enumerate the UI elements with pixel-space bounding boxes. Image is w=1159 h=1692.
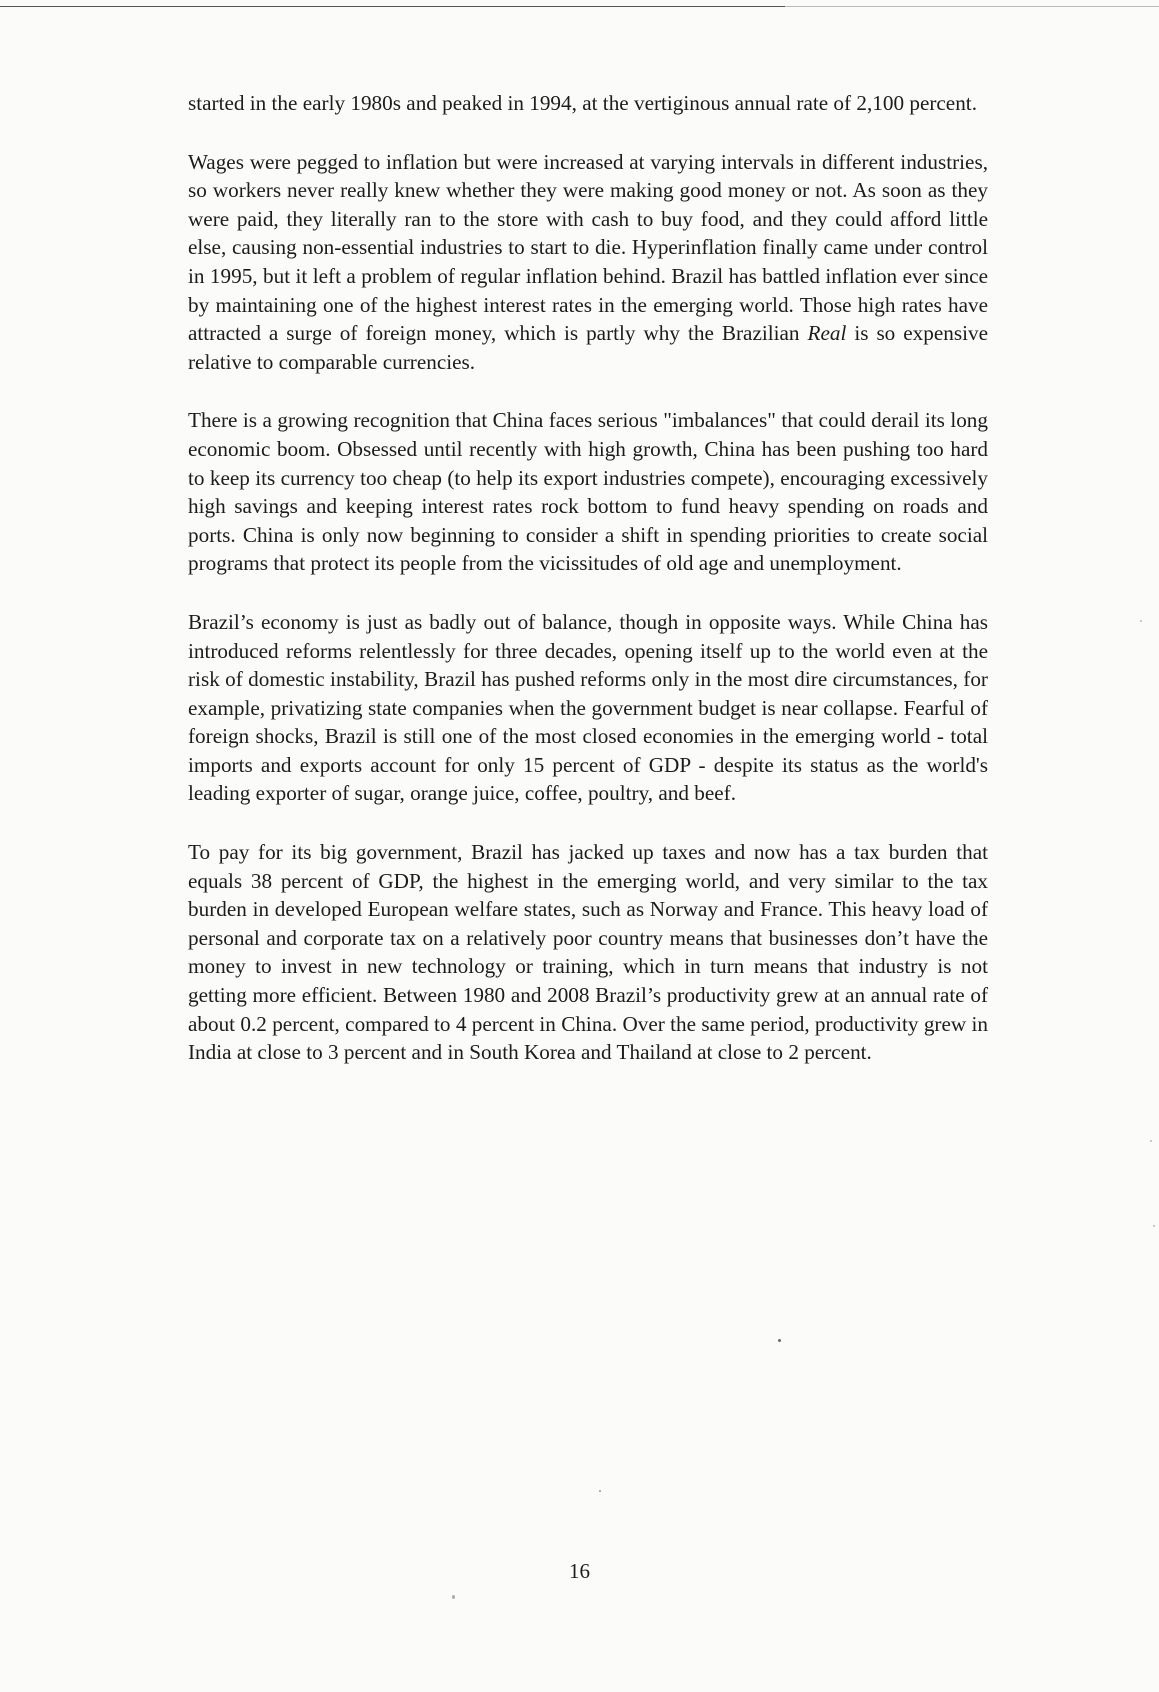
scan-speck [778,1339,781,1342]
paragraph-text: Wages were pegged to inflation but were increased at varying intervals in different industries, so workers never really knew whether they were making good money or not. As soon as they were paid, they literally ran to the store with cash to buy food, and they could afford little else, causing non-essential industries to start to die. Hyperinflation finally came under control in 1995, but it left a problem of regular inflation behind. Brazil has battled inflation ever since by maintaining one of the highest interest rates in the emerging world. Those high rates have attracted a surge of foreign money, which is partly why the Brazilian [188,149,988,346]
paragraph-text: There is a growing recognition that China faces serious "imbalances" that could derail its long economic boom. Obsessed until recently with high growth, China has been pushing too hard to keep its currency too cheap (to help its export industries compete), encouraging excessively high savings and keeping interest rates rock bottom to fund heavy spending on roads and ports. China is only now beginning to consider a shift in spending priorities to create social programs that protect its people from the vicissitudes of old age and unemployment. [188,408,988,576]
scan-speck [452,1595,455,1599]
scan-speck [599,1490,601,1492]
paragraph-5 [188,838,988,1067]
paragraph-2 [188,148,988,377]
scan-speck [1153,1225,1155,1227]
italic-text: Real [807,321,847,346]
document-body [188,89,988,1097]
scan-speck [1150,1140,1152,1142]
page-number: 16 [569,1559,590,1583]
top-edge-rule-faint [785,6,1159,7]
top-edge-rule [0,6,785,7]
scan-speck [1140,620,1142,622]
paragraph-4 [188,608,988,808]
paragraph-text: started in the early 1980s and peaked in 1994, at the vertiginous annual rate of 2,100 percent. [188,91,977,115]
paragraph-text: To pay for its big government, Brazil has jacked up taxes and now has a tax burden that equals 38 percent of GDP, the highest in the emerging world, and very similar to the tax burden in developed European welfare states, such as Norway and France. This heavy load of personal and corporate tax on a relatively poor country means that businesses don’t have the money to invest in new technology or training, which in turn means that industry is not getting more efficient. Between 1980 and 2008 Brazil’s productivity grew at an annual rate of about 0.2 percent, compared to 4 percent in China. Over the same period, productivity grew in India at close to 3 percent and in South Korea and Thailand at close to 2 percent. [188,840,988,1065]
paragraph-1 [188,89,988,118]
paragraph-text: is so expensive relative to comparable currencies. [188,321,988,374]
paragraph-text: Brazil’s economy is just as badly out of balance, though in opposite ways. While China has introduced reforms relentlessly for three decades, opening itself up to the world even at the risk of domestic instability, Brazil has pushed reforms only in the most dire circumstances, for example, privatizing state companies when the government budget is near collapse. Fearful of foreign shocks, Brazil is still one of the most closed economies in the emerging world - total imports and exports account for only 15 percent of GDP - despite its status as the world's leading exporter of sugar, orange juice, coffee, poultry, and beef. [188,609,988,806]
paragraph-3 [188,406,988,578]
